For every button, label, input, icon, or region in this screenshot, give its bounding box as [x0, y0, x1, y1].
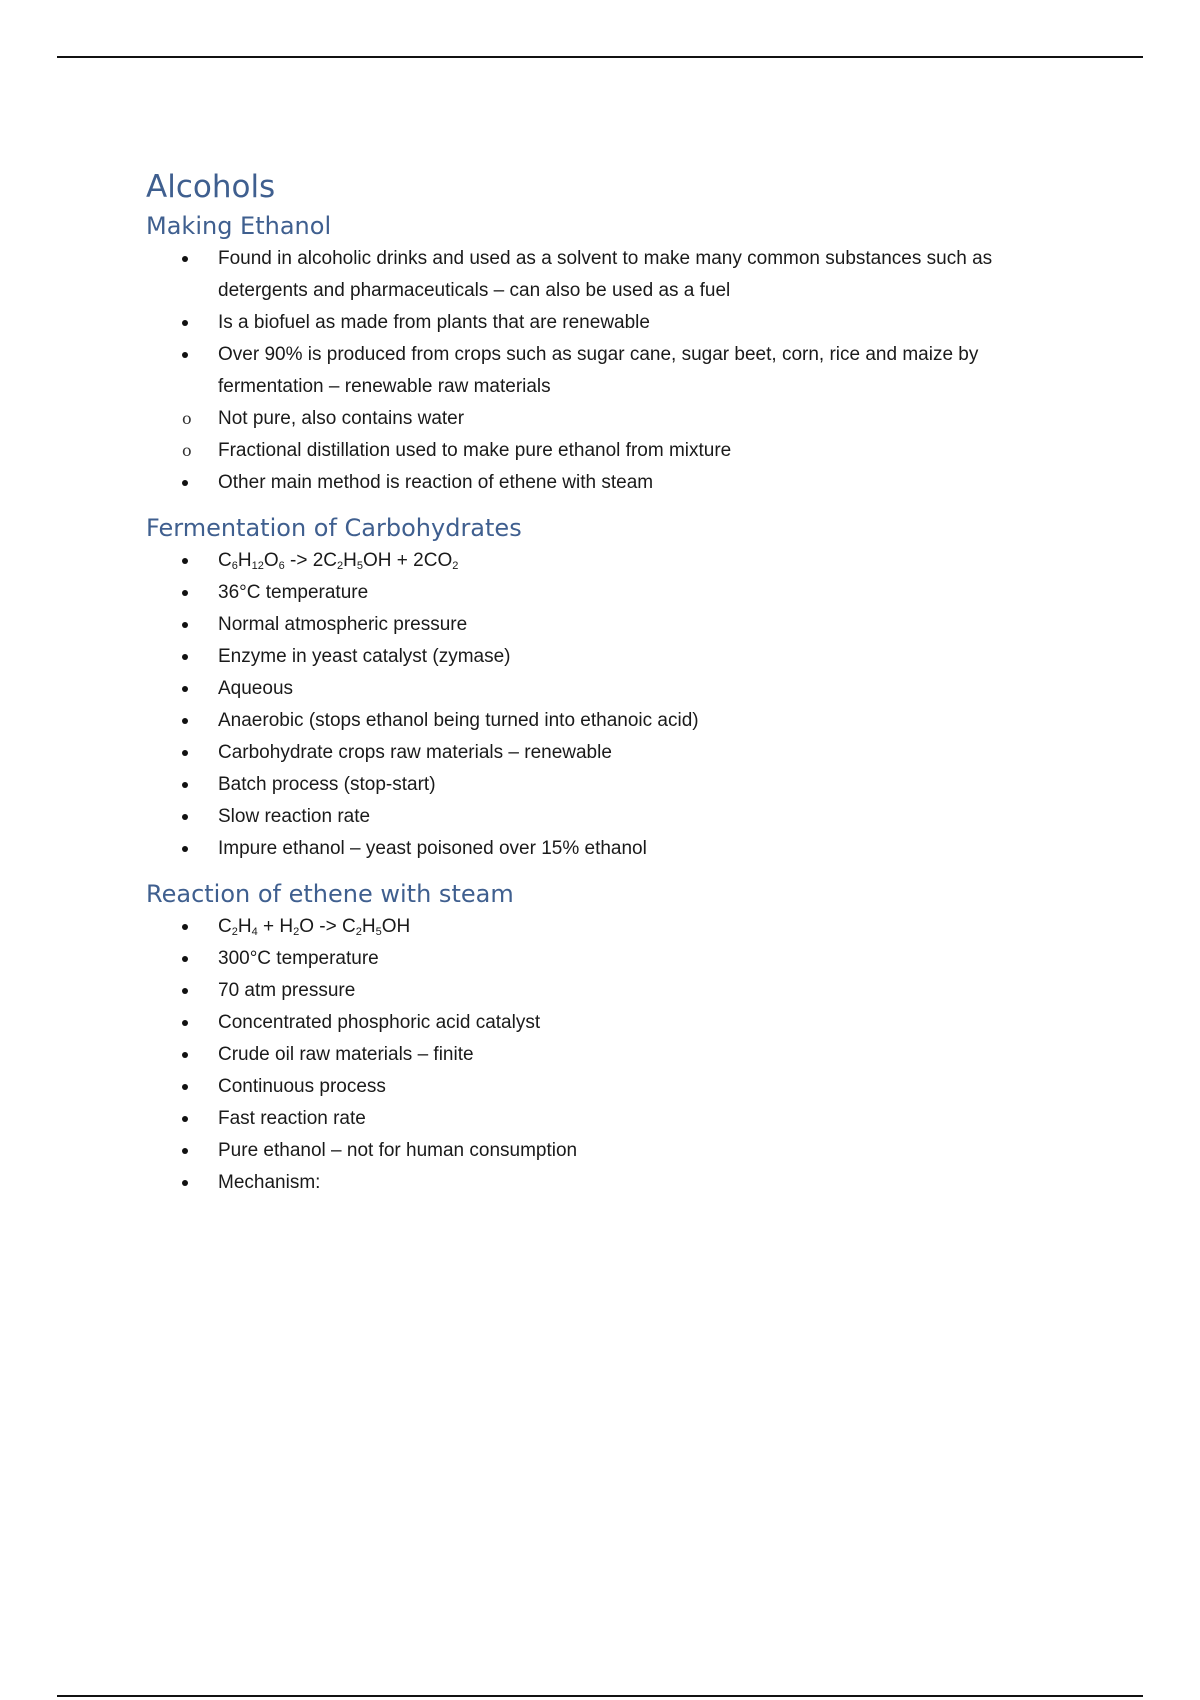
list-item [146, 769, 1046, 801]
list-item [146, 577, 1046, 609]
sub-list-item [74, 435, 1046, 467]
equation-part: -> 2C [284, 550, 338, 571]
circle-bullet-icon: o [182, 441, 192, 460]
list-item-text: 36°C temperature [218, 582, 369, 603]
list-item-text: 70 atm pressure [218, 980, 356, 1001]
bullet-icon [182, 782, 188, 788]
list-item [146, 545, 1046, 577]
equation-part: 2 [293, 926, 300, 938]
chemical-equation [218, 550, 458, 571]
list-item-text: Carbohydrate crops raw materials – renewable [218, 742, 612, 763]
circle-bullet-icon: o [182, 409, 192, 428]
sub-list-container [74, 403, 1046, 467]
list-item [146, 673, 1046, 705]
list-item-text: Found in alcoholic drinks and used as a solvent to make many common substances such as detergents and pharmaceuticals – can also be used as a fuel [218, 248, 993, 301]
bullet-icon [182, 1020, 188, 1026]
list-item-text: 300°C temperature [218, 948, 379, 969]
list-item [146, 1135, 1046, 1167]
chemical-equation [218, 916, 410, 937]
equation-part: O -> C [299, 916, 356, 937]
top-rule [57, 56, 1143, 58]
equation-part: C [218, 550, 232, 571]
list-item-text: Is a biofuel as made from plants that are renewable [218, 312, 650, 333]
list-item [146, 1167, 1046, 1199]
bottom-rule [57, 1695, 1143, 1697]
equation-part: O [263, 550, 279, 571]
list-item [146, 1103, 1046, 1135]
sub-list-item-text: Fractional distillation used to make pure ethanol from mixture [218, 440, 732, 461]
list-item-text: Aqueous [218, 678, 294, 699]
bullet-icon [182, 622, 188, 628]
equation-part: H [361, 916, 376, 937]
sections [146, 209, 1046, 1199]
sub-list-item [74, 403, 1046, 435]
list-item-text: Normal atmospheric pressure [218, 614, 468, 635]
list-item [146, 307, 1046, 339]
list-item [146, 243, 1046, 307]
section-heading: Fermentation of Carbohydrates [146, 514, 522, 542]
bullet-list [146, 243, 1046, 499]
list-item [146, 833, 1046, 865]
list-item [146, 1007, 1046, 1039]
list-item-text: Enzyme in yeast catalyst (zymase) [218, 646, 511, 667]
equation-part: 6 [231, 560, 238, 572]
bullet-icon [182, 718, 188, 724]
list-item-text: Impure ethanol – yeast poisoned over 15% ethanol [218, 838, 647, 859]
equation-part: 5 [375, 926, 382, 938]
sub-bullet-list [146, 403, 1046, 467]
list-item [146, 641, 1046, 673]
bullet-icon [182, 1148, 188, 1154]
list-item-text: Over 90% is produced from crops such as sugar cane, sugar beet, corn, rice and maize by fermentation – renewable raw materials [218, 344, 979, 397]
bullet-icon [182, 686, 188, 692]
list-item-text: Continuous process [218, 1076, 386, 1097]
list-item [146, 943, 1046, 975]
list-item-text: Concentrated phosphoric acid catalyst [218, 1012, 541, 1033]
equation-part: H [343, 550, 357, 571]
bullet-icon [182, 1180, 188, 1186]
list-item-text: Crude oil raw materials – finite [218, 1044, 474, 1065]
bullet-icon [182, 590, 188, 596]
equation-part: 2 [337, 560, 344, 572]
section-heading: Reaction of ethene with steam [146, 880, 514, 908]
equation-part: H [237, 550, 252, 571]
equation-part: 4 [251, 926, 258, 938]
list-item [146, 467, 1046, 499]
bullet-icon [182, 750, 188, 756]
list-item-text: Anaerobic (stops ethanol being turned into ethanoic acid) [218, 710, 699, 731]
bullet-icon [182, 654, 188, 660]
equation-part: OH + 2CO [363, 550, 453, 571]
equation-part: H [237, 916, 252, 937]
bullet-icon [182, 1052, 188, 1058]
list-item-text: Fast reaction rate [218, 1108, 366, 1129]
list-item-text: Mechanism: [218, 1172, 321, 1193]
list-item [146, 1039, 1046, 1071]
page-title: Alcohols [146, 169, 276, 205]
list-item [146, 339, 1046, 403]
bullet-icon [182, 320, 188, 326]
list-item-text: Other main method is reaction of ethene with steam [218, 472, 654, 493]
bullet-icon [182, 256, 188, 262]
section-heading: Making Ethanol [146, 212, 332, 240]
equation-part: 2 [452, 560, 459, 572]
list-item [146, 801, 1046, 833]
bullet-icon [182, 988, 188, 994]
sub-list-item-text: Not pure, also contains water [218, 408, 465, 429]
list-item [146, 911, 1046, 943]
bullet-icon [182, 558, 188, 564]
bullet-icon [182, 1084, 188, 1090]
equation-part: 6 [278, 560, 285, 572]
list-item-text: Slow reaction rate [218, 806, 371, 827]
bullet-icon [182, 924, 188, 930]
list-item [146, 1071, 1046, 1103]
bullet-icon [182, 480, 188, 486]
bullet-list [146, 545, 1046, 865]
list-item [146, 975, 1046, 1007]
equation-part: 2 [231, 926, 238, 938]
bullet-icon [182, 814, 188, 820]
equation-part: 5 [356, 560, 364, 572]
equation-part: 2 [355, 926, 362, 938]
bullet-icon [182, 1116, 188, 1122]
list-item [146, 609, 1046, 641]
page-content [146, 165, 1046, 1199]
bullet-icon [182, 352, 188, 358]
equation-part: 12 [251, 560, 264, 572]
equation-part: C [218, 916, 232, 937]
list-item-text: Pure ethanol – not for human consumption [218, 1140, 578, 1161]
equation-part: + H [257, 916, 294, 937]
list-item-text: Batch process (stop-start) [218, 774, 436, 795]
bullet-list [146, 911, 1046, 1199]
bullet-icon [182, 956, 188, 962]
bullet-icon [182, 846, 188, 852]
list-item [146, 737, 1046, 769]
equation-part: OH [381, 916, 411, 937]
list-item [146, 705, 1046, 737]
